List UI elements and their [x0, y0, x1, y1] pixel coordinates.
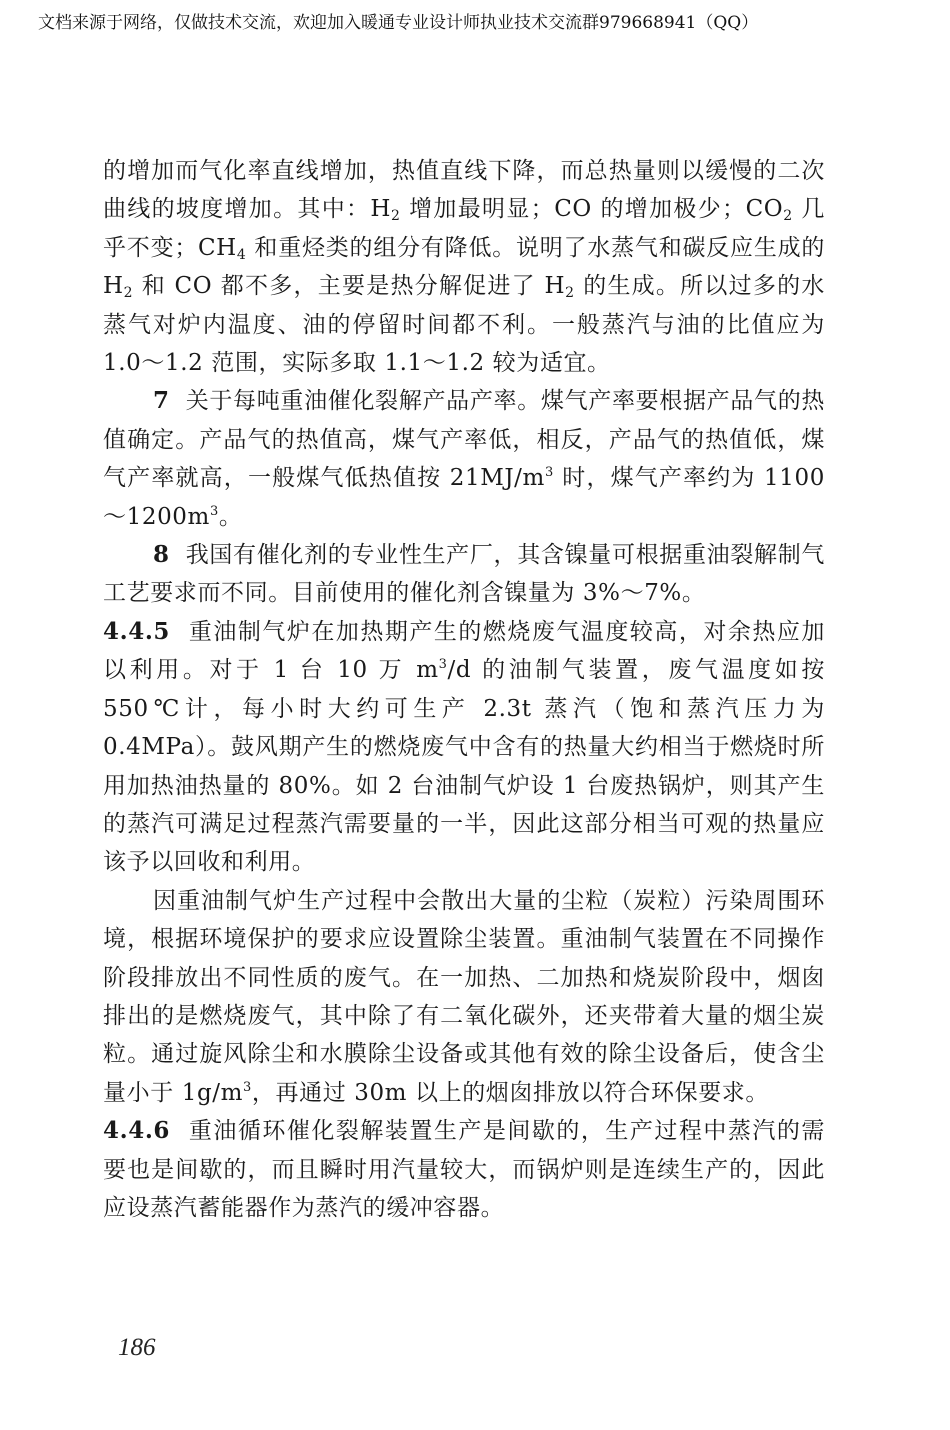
- section-number: 4.4.5: [103, 617, 171, 645]
- page-header: 文档来源于网络，仅做技术交流，欢迎加入暖通专业设计师执业技术交流群979668941（QQ）: [38, 13, 759, 33]
- text-run: /d 的油制气装置，废气温度如按 550℃计，每小时大约可生产 2.3t 蒸汽（饱和蒸汽压力为 0.4MPa）。鼓风期产生的燃烧废气中含有的热量大约相当于燃烧时所用加热油热量的 80%。如 2 台油制气炉设 1 台废热锅炉，则其产生的蒸汽可满足过程蒸汽需要量的一半，因此这部分相当可观的热量应该予以回收和利用。: [103, 657, 826, 876]
- paragraph-section-4-4-5: [103, 613, 825, 882]
- paragraph-dust-removal: [103, 882, 825, 1112]
- superscript: 3: [544, 465, 554, 481]
- text-run: 因重油制气炉生产过程中会散出大量的尘粒（炭粒）污染周围环境，根据环境保护的要求应设置除尘装置。重油制气装置在不同操作阶段排放出不同性质的废气。在一加热、二加热和烧炭阶段中，烟囱排出的是燃烧废气，其中除了有二氧化碳外，还夹带着大量的烟尘炭粒。通过旋风除尘和水膜除尘设备或其他有效的除尘设备后，使含尘量小于 1g/m: [103, 887, 825, 1106]
- paragraph-item-7: [103, 382, 825, 536]
- document-body: [103, 152, 825, 1227]
- page-number: 186: [118, 1334, 156, 1361]
- text-run: 关于每吨重油催化裂解产品产率。煤气产率要根据产品气的热值确定。产品气的热值高，煤气产率低，相反，产品气的热值低，煤气产率就高，一般煤气低热值按 21MJ/m: [103, 388, 825, 492]
- subscript: 2: [123, 285, 134, 302]
- superscript: 3: [209, 503, 219, 519]
- text-run: 重油制气炉在加热期产生的燃烧废气温度较高，对余热应加以利用。对于 1 台 10 万 m: [103, 618, 825, 684]
- text-run: 的生成。所以过多的水蒸气对炉内温度、油的停留时间都不利。一般蒸汽与油的比值应为 1.0～1.2 范围，实际多取 1.1～1.2 较为适宜。: [103, 273, 825, 377]
- text-run: 增加最明显；CO 的增加极少；CO: [400, 196, 784, 223]
- text-run: 几乎不变；CH: [103, 196, 825, 261]
- text-run: 和重烃类的组分有降低。说明了水蒸气和碳反应生成的 H: [103, 234, 826, 300]
- subscript: 2: [565, 285, 575, 302]
- paragraph-gasification: [103, 152, 825, 382]
- superscript: 3: [243, 1079, 252, 1095]
- paragraph-section-4-4-6: [103, 1112, 825, 1227]
- subscript: 2: [783, 208, 793, 225]
- item-number: 7: [153, 387, 170, 415]
- paragraph-item-8: [103, 536, 825, 613]
- item-number: 8: [153, 541, 170, 569]
- text-run: 的增加而气化率直线增加，热值直线下降，而总热量则以缓慢的二次曲线的坡度增加。其中：H: [103, 158, 825, 223]
- text-run: 重油循环催化裂解装置生产是间歇的，生产过程中蒸汽的需要也是间歇的，而且瞬时用汽量较大，而锅炉则是连续生产的，因此应设蒸汽蓄能器作为蒸汽的缓冲容器。: [103, 1118, 825, 1221]
- text-run: ，再通过 30m 以上的烟囱排放以符合环保要求。: [251, 1079, 770, 1106]
- text-run: 时，煤气产率约为 1100～1200m: [103, 465, 825, 530]
- section-number: 4.4.6: [103, 1117, 171, 1145]
- text-run: 。: [218, 503, 243, 530]
- subscript: 4: [236, 246, 247, 263]
- text-run: 我国有催化剂的专业性生产厂，其含镍量可根据重油裂解制气工艺要求而不同。目前使用的催化剂含镍量为 3%～7%。: [103, 542, 825, 607]
- superscript: 3: [438, 657, 448, 673]
- subscript: 2: [390, 208, 401, 225]
- text-run: 和 CO 都不多，主要是热分解促进了 H: [133, 273, 566, 300]
